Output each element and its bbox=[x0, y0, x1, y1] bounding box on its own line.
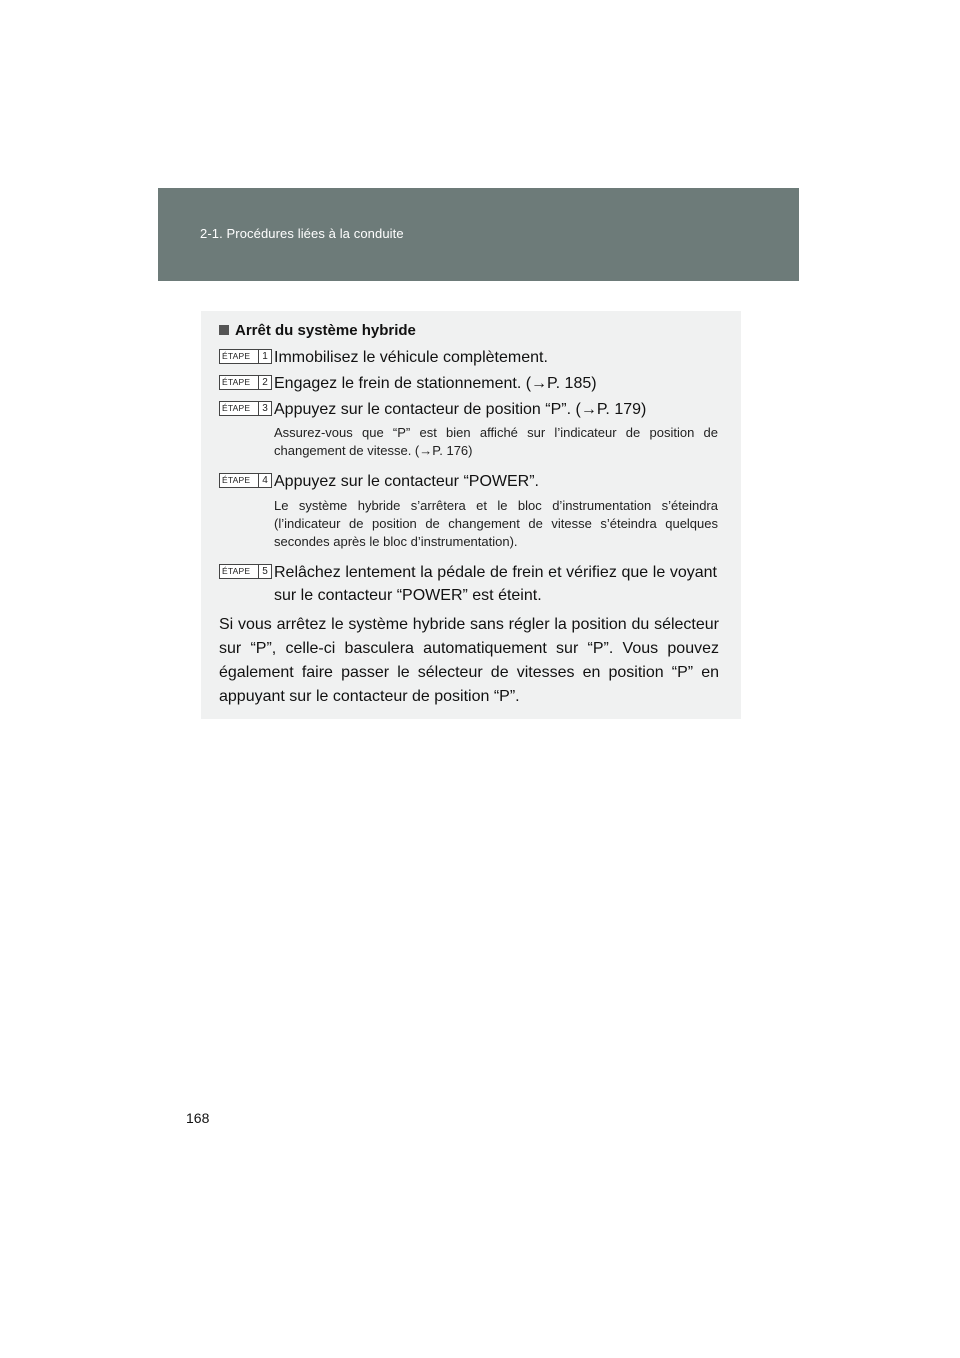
square-bullet-icon bbox=[219, 325, 229, 335]
step-badge: ÉTAPE 5 bbox=[219, 564, 272, 579]
body-paragraph: Si vous arrêtez le système hybride sans régler la position du sélecteur sur “P”, celle-ci basculera automatiquement sur “P”. Vous pouvez également faire passer le sélecteur de vitesses en position “P” en appuyant sur le contacteur de position “P”. bbox=[219, 616, 719, 705]
info-box bbox=[201, 311, 741, 719]
step-badge: ÉTAPE 2 bbox=[219, 375, 272, 390]
box-title: Arrêt du système hybride bbox=[219, 322, 416, 339]
step-badge: ÉTAPE 1 bbox=[219, 349, 272, 364]
section-title: 2-1. Procédures liées à la conduite bbox=[200, 226, 404, 241]
step-text: Relâchez lentement la pédale de frein et vérifiez que le voyant sur le contacteur “POWER” est éteint. bbox=[274, 564, 717, 604]
step-text: Appuyez sur le contacteur “POWER”. bbox=[274, 473, 539, 490]
page-number: 168 bbox=[186, 1110, 210, 1126]
step-3-note: Assurez-vous que “P” est bien affiché sur l’indicateur de position de changement de vitesse. (→P. 176) bbox=[274, 425, 718, 458]
step-badge: ÉTAPE 4 bbox=[219, 473, 272, 488]
section-header bbox=[158, 188, 799, 281]
step-text: Engagez le frein de stationnement. (→P. 185) bbox=[274, 375, 597, 392]
step-text: Appuyez sur le contacteur de position “P”. (→P. 179) bbox=[274, 401, 647, 418]
step-badge: ÉTAPE 3 bbox=[219, 401, 272, 416]
step-4-note: Le système hybride s’arrêtera et le bloc d’instrumentation s’éteindra (l’indicateur de position de changement de vitesse s’éteindra quelques secondes après le bloc d’instrumentation). bbox=[274, 498, 718, 549]
step-text: Immobilisez le véhicule complètement. bbox=[274, 349, 548, 366]
